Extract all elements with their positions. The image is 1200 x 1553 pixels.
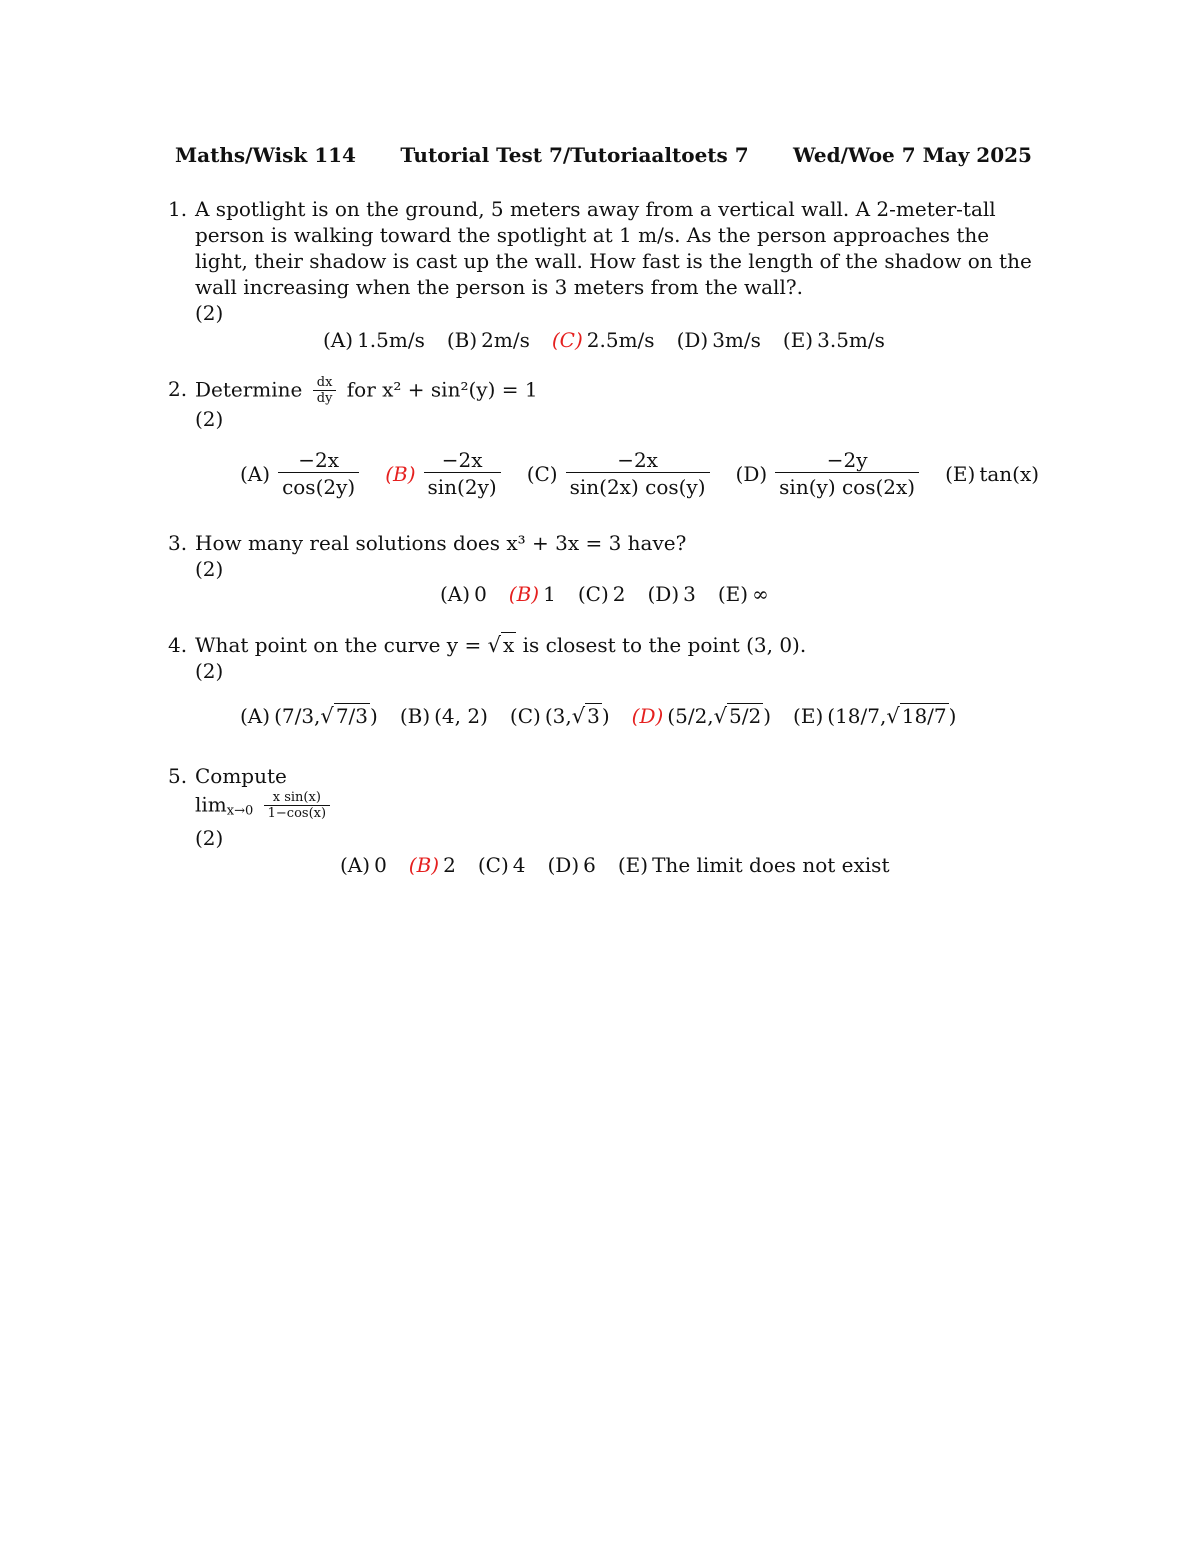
test-date: Wed/Woe 7 May 2025 <box>793 143 1032 167</box>
page-header <box>175 143 1032 167</box>
derivative-fraction: $\frac{dx}{dy}$ <box>313 376 337 406</box>
choice-3c[interactable]: (C) 2 <box>577 582 626 606</box>
question-marks: (2) <box>195 557 224 581</box>
choice-4d-correct[interactable]: (D) (5/2, √ 5/2 ) <box>631 703 772 728</box>
choice-2a[interactable]: (A) $\frac{-2x}{\cos(2y)}$ <box>240 448 363 499</box>
question-5 <box>168 763 1038 851</box>
question-number: 4. <box>168 633 188 657</box>
choice-5c[interactable]: (C) 4 <box>477 853 526 877</box>
question-marks: (2) <box>195 301 224 325</box>
question-text: A spotlight is on the ground, 5 meters away from a vertical wall. A 2-meter-tall person is walking toward the spotlight at 1 m/s. As the person approaches the light, their shadow is cast up the wall. How fast is the length of the shadow on the wall increasing when the person is 3 meters from the wall?. <box>195 197 1032 299</box>
question-text: What point on the curve y = √ x is closest to the point (3, 0). <box>195 633 807 657</box>
limit-expression: $\lim_{x\to 0}$ $\frac{\text{x sin(x)}}{1-\cos(x)}$ <box>195 791 1038 825</box>
question-1 <box>168 196 1038 326</box>
choice-5e[interactable]: (E) The limit does not exist <box>617 853 890 877</box>
sqrt-expression: x <box>502 633 515 657</box>
choice-1c-correct[interactable]: (C) 2.5m/s <box>551 328 655 352</box>
question-4 <box>168 632 1038 684</box>
choice-1d[interactable]: (D) 3m/s <box>676 328 761 352</box>
choice-1e[interactable]: (E) 3.5m/s <box>782 328 885 352</box>
choice-2d[interactable]: (D) $\frac{-2y}{\sin(y) \cos(2x)}$ <box>736 448 924 499</box>
choice-1b[interactable]: (B) 2m/s <box>446 328 530 352</box>
question-marks: (2) <box>195 825 224 850</box>
course-title: Maths/Wisk 114 <box>175 143 356 167</box>
question-text: Compute <box>195 764 287 788</box>
choice-2e[interactable]: (E) tan(x) <box>945 461 1040 486</box>
choice-3a[interactable]: (A) 0 <box>440 582 487 606</box>
choices-1 <box>323 328 885 352</box>
choices-5 <box>340 853 890 877</box>
choice-2c[interactable]: (C) $\frac{-2x}{\sin(2x) \cos(y)}$ <box>527 448 714 499</box>
choices-4 <box>240 703 956 728</box>
question-marks: (2) <box>195 407 224 431</box>
question-3 <box>168 530 1038 582</box>
choices-2 <box>240 448 1039 499</box>
question-text: Determine $\frac{dx}{dy}$ for x² + sin²(y) = 1 <box>195 375 538 406</box>
choice-2b-correct[interactable]: (B) $\frac{-2x}{\sin(2y)}$ <box>385 448 504 499</box>
question-number: 3. <box>168 531 188 555</box>
question-marks: (2) <box>195 659 224 683</box>
choice-5d[interactable]: (D) 6 <box>547 853 596 877</box>
question-number: 1. <box>168 197 188 221</box>
choice-3b-correct[interactable]: (B) 1 <box>508 582 556 606</box>
choice-4c[interactable]: (C) (3, √ 3 ) <box>509 703 610 728</box>
choice-5b-correct[interactable]: (B) 2 <box>408 853 456 877</box>
choice-3d[interactable]: (D) 3 <box>647 582 696 606</box>
choice-5a[interactable]: (A) 0 <box>340 853 387 877</box>
test-title: Tutorial Test 7/Tutoriaaltoets 7 <box>400 143 749 167</box>
question-text: How many real solutions does x³ + 3x = 3 have? <box>195 531 687 555</box>
choice-4a[interactable]: (A) (7/3, √ 7/3 ) <box>240 703 378 728</box>
choice-1a[interactable]: (A) 1.5m/s <box>323 328 425 352</box>
choice-3e[interactable]: (E) ∞ <box>717 582 769 606</box>
question-number: 5. <box>168 764 188 788</box>
question-2 <box>168 376 1038 432</box>
choice-4b[interactable]: (B) (4, 2) <box>399 703 488 728</box>
question-number: 2. <box>168 377 188 401</box>
choice-4e[interactable]: (E) (18/7, √ 18/7 ) <box>793 703 957 728</box>
choices-3 <box>440 582 769 606</box>
